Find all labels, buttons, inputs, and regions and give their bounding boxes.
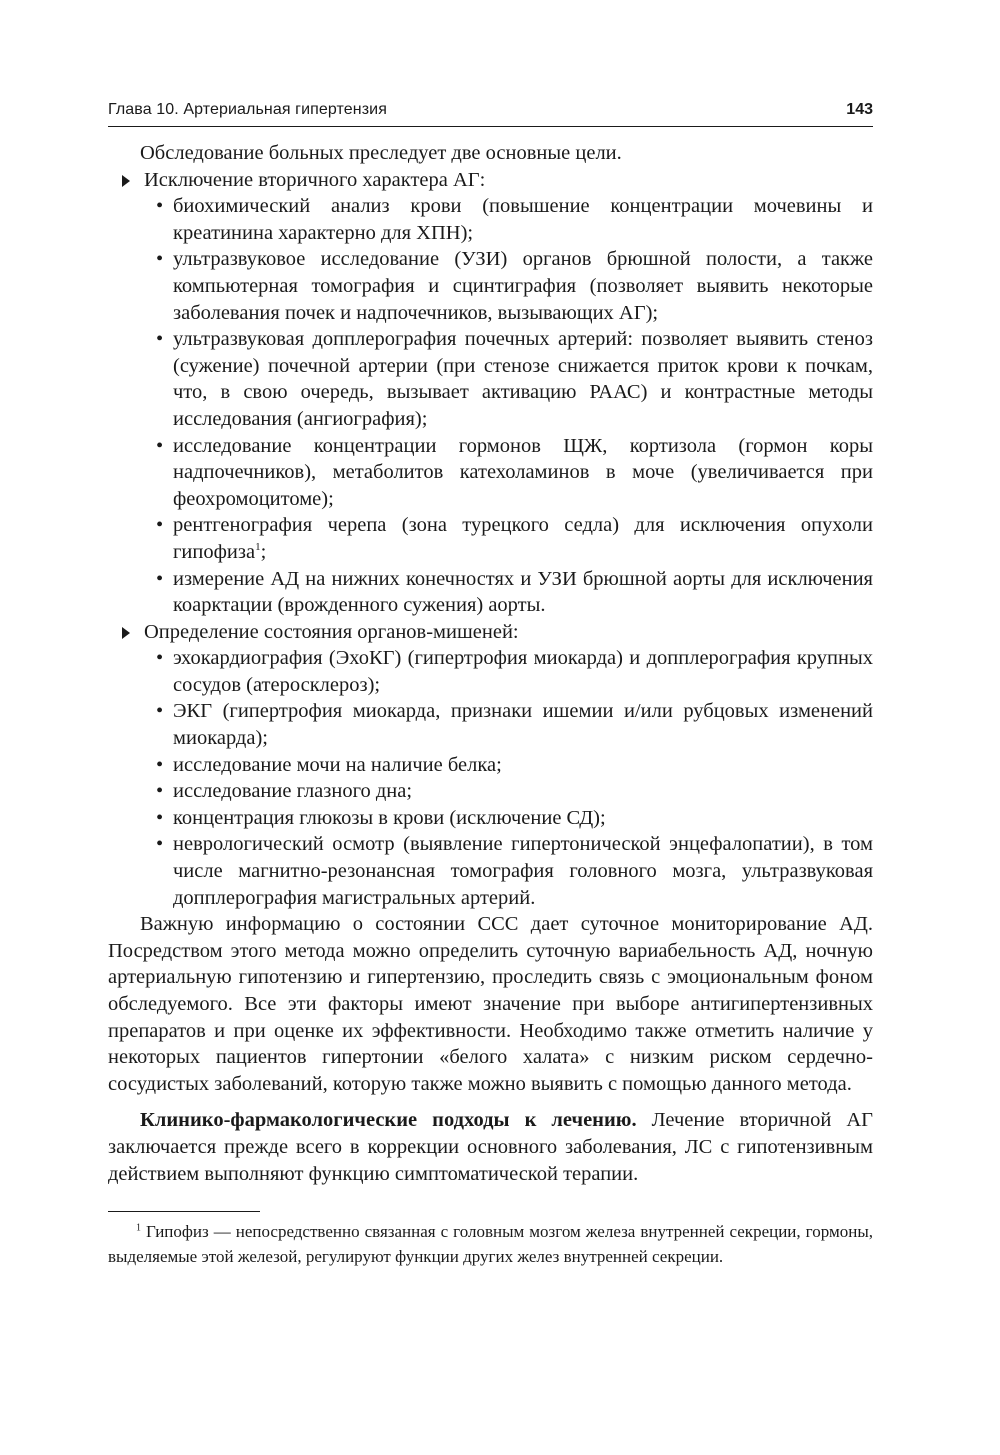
bullet-icon: • xyxy=(156,248,164,271)
list-item-text: биохимический анализ крови (повышение концентрации мочевины и креатинина характерно для ХПН); xyxy=(173,195,873,244)
list-item-text: эхокардиография (ЭхоКГ) (гипертрофия миокарда) и допплерография крупных сосудов (атеросклероз); xyxy=(173,647,873,696)
list-item-text: ультразвуковое исследование (УЗИ) органов брюшной полости, а также компьютерная томография и сцинтиграфия (позволяет выявить некоторые заболевания почек и надпочечников, вызывающих АГ); xyxy=(173,248,873,324)
list-item xyxy=(144,805,873,832)
bullet-icon: • xyxy=(156,514,164,537)
list-item-text: исследование мочи на наличие белка; xyxy=(173,753,502,776)
list-item-text: измерение АД на нижних конечностях и УЗИ брюшной аорты для исключения коарктации (врожденного сужения) аорты. xyxy=(173,567,873,617)
intro-paragraph: Обследование больных преследует две основные цели. xyxy=(140,142,622,164)
list-item-text: исследование глазного дна; xyxy=(173,780,413,803)
bullet-icon: • xyxy=(156,833,164,856)
bullet-icon: • xyxy=(156,806,164,829)
treatment-lead: Клинико-фармакологические подходы к лечению. xyxy=(140,1109,637,1132)
footnote xyxy=(108,1220,873,1269)
list-item xyxy=(144,698,873,751)
list-item xyxy=(144,831,873,911)
running-head xyxy=(108,100,873,127)
list-item-text: рентгенография черепа (зона турецкого седла) для исключения опухоли гипофиза xyxy=(173,514,873,563)
page-number: 143 xyxy=(846,101,873,118)
footnote-divider xyxy=(108,1211,260,1212)
list-item-tail: ; xyxy=(260,540,267,563)
section-target-organs xyxy=(108,619,873,912)
list-item xyxy=(144,752,873,779)
bullet-icon: • xyxy=(156,434,164,457)
book-page xyxy=(108,100,873,1286)
list-item-text: неврологический осмотр (выявление гипертонической энцефалопатии), в том числе магнитно-резонансная томография головного мозга, ультразвуковая допплерография магистральных артерий. xyxy=(173,833,873,909)
bullet-icon: • xyxy=(156,780,164,803)
list-item xyxy=(144,433,873,513)
footnote-text: Гипофиз — непосредственно связанная с головным мозгом железа внутренней секреции, гормоны, выделяемые этой железой, регулируют функции других желез внутренней секреции. xyxy=(108,1222,873,1266)
main-text xyxy=(108,140,873,1187)
triangle-bullet-icon xyxy=(122,627,130,639)
section-title xyxy=(144,619,873,646)
list-item-text: исследование концентрации гормонов ЩЖ, кортизола (гормон коры надпочечников), метаболитов катехоламинов в моче (увеличивается при феохромоцитоме); xyxy=(173,434,873,510)
bullet-icon: • xyxy=(156,647,164,670)
bullet-icon: • xyxy=(156,700,164,723)
footnote-marker: 1 xyxy=(136,1222,141,1234)
monitoring-paragraph: Важную информацию о состоянии ССС дает суточное мониторирование АД. Посредством этого метода можно определить суточную вариабельность АД, ночную артериальную гипотензию и гипертензию, проследить связь с эмоциональным фоном обследуемого. Все эти факторы имеют значение при выборе антигипертензивных препаратов и при оценке их эффективности. Необходимо также отметить наличие у некоторых пациентов гипертонии «белого халата» с низким риском сердечно-сосудистых заболеваний, которую также можно выявить с помощью данного метода. xyxy=(108,913,873,1095)
list-item xyxy=(144,193,873,246)
bullet-icon: • xyxy=(156,567,164,590)
footnote-reference[interactable]: 1 xyxy=(255,541,261,554)
list-item xyxy=(144,326,873,432)
section-secondary-exclusion xyxy=(108,167,873,619)
list-item xyxy=(144,246,873,326)
treatment-text: Лечение вторичной АГ заключается прежде всего в коррекции основного заболевания, ЛС с гипотензивным действием выполняют функцию симптоматической терапии. xyxy=(108,1109,873,1185)
list-item xyxy=(144,512,873,565)
list-item xyxy=(144,778,873,805)
chapter-title: Глава 10. Артериальная гипертензия xyxy=(108,101,387,118)
list-item xyxy=(144,645,873,698)
list-item-text: ультразвуковая допплерография почечных артерий: позволяет выявить стеноз (сужение) почечной артерии (при стенозе снижается приток крови к почкам, что, в свою очередь, вызывает активацию РААС) и контрастные методы исследования (ангиография); xyxy=(173,328,873,430)
section-title-text: Исключение вторичного характера АГ: xyxy=(144,168,486,191)
list-item xyxy=(144,566,873,619)
bullet-icon: • xyxy=(156,328,164,351)
list-item-text: концентрация глюкозы в крови (исключение СД); xyxy=(173,806,606,829)
treatment-paragraph xyxy=(108,1107,873,1187)
bullet-icon: • xyxy=(156,753,164,776)
triangle-bullet-icon xyxy=(122,175,130,187)
section-title xyxy=(144,167,873,194)
list-item-text: ЭКГ (гипертрофия миокарда, признаки ишемии и/или рубцовых изменений миокарда); xyxy=(173,700,873,750)
exam-list xyxy=(144,645,873,911)
exam-list xyxy=(144,193,873,619)
section-title-text: Определение состояния органов-мишеней: xyxy=(144,620,519,643)
bullet-icon: • xyxy=(156,195,164,218)
